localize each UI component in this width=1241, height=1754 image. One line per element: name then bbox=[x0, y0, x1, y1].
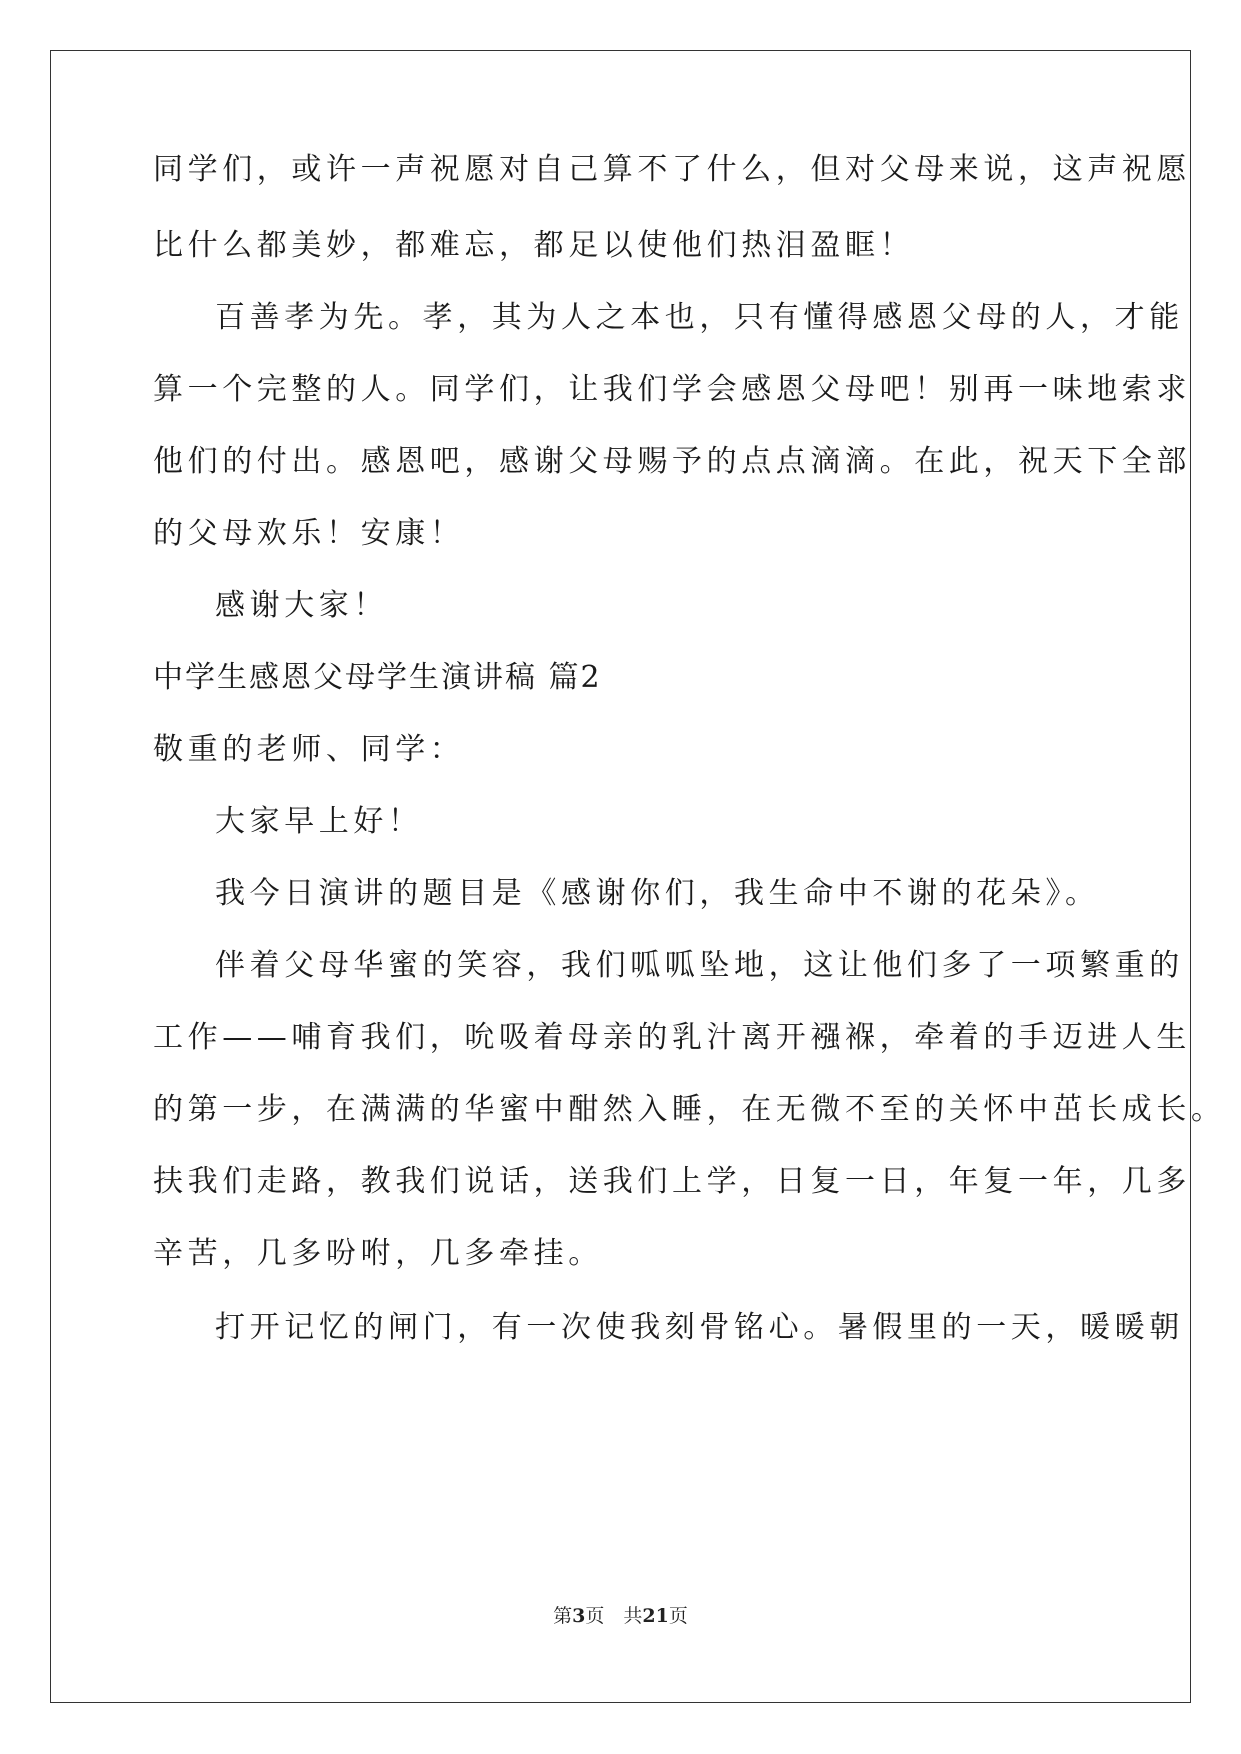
body-line: 工作——哺育我们，吮吸着母亲的乳汁离开襁褓，牵着的手迈进人生 bbox=[153, 1020, 1191, 1055]
current-page-number: 3 bbox=[572, 1605, 586, 1627]
greeting: 大家早上好！ bbox=[215, 804, 423, 839]
footer-suffix: 页 bbox=[668, 1605, 688, 1627]
paragraph-line: 我今日演讲的题目是《感谢你们，我生命中不谢的花朵》。 bbox=[215, 876, 1100, 911]
body-line: 算一个完整的人。同学们，让我们学会感恩父母吧！别再一味地索求 bbox=[153, 372, 1191, 407]
body-line: 的父母欢乐！安康！ bbox=[153, 516, 465, 551]
section-heading: 中学生感恩父母学生演讲稿 篇2 bbox=[153, 660, 602, 695]
salutation: 敬重的老师、同学： bbox=[153, 732, 465, 767]
body-line: 辛苦，几多吩咐，几多牵挂。 bbox=[153, 1236, 603, 1271]
paragraph-line: 感谢大家！ bbox=[215, 588, 388, 623]
body-line: 比什么都美妙，都难忘，都足以使他们热泪盈眶！ bbox=[153, 228, 915, 263]
footer-mid: 页 共 bbox=[585, 1605, 643, 1627]
total-page-count: 21 bbox=[642, 1605, 669, 1627]
paragraph-line: 百善孝为先。孝，其为人之本也，只有懂得感恩父母的人，才能 bbox=[215, 300, 1184, 335]
page-footer bbox=[0, 1604, 1241, 1628]
body-line: 他们的付出。感恩吧，感谢父母赐予的点点滴滴。在此，祝天下全部 bbox=[153, 444, 1191, 479]
body-line: 同学们，或许一声祝愿对自己算不了什么，但对父母来说，这声祝愿 bbox=[153, 152, 1191, 187]
paragraph-line: 伴着父母华蜜的笑容，我们呱呱坠地，这让他们多了一项繁重的 bbox=[215, 948, 1184, 983]
body-line: 的第一步，在满满的华蜜中酣然入睡，在无微不至的关怀中茁长成长。 bbox=[153, 1092, 1226, 1127]
body-line: 扶我们走路，教我们说话，送我们上学，日复一日，年复一年，几多 bbox=[153, 1164, 1191, 1199]
footer-prefix: 第 bbox=[553, 1605, 573, 1627]
paragraph-line: 打开记忆的闸门，有一次使我刻骨铭心。暑假里的一天，暖暖朝 bbox=[215, 1310, 1184, 1345]
